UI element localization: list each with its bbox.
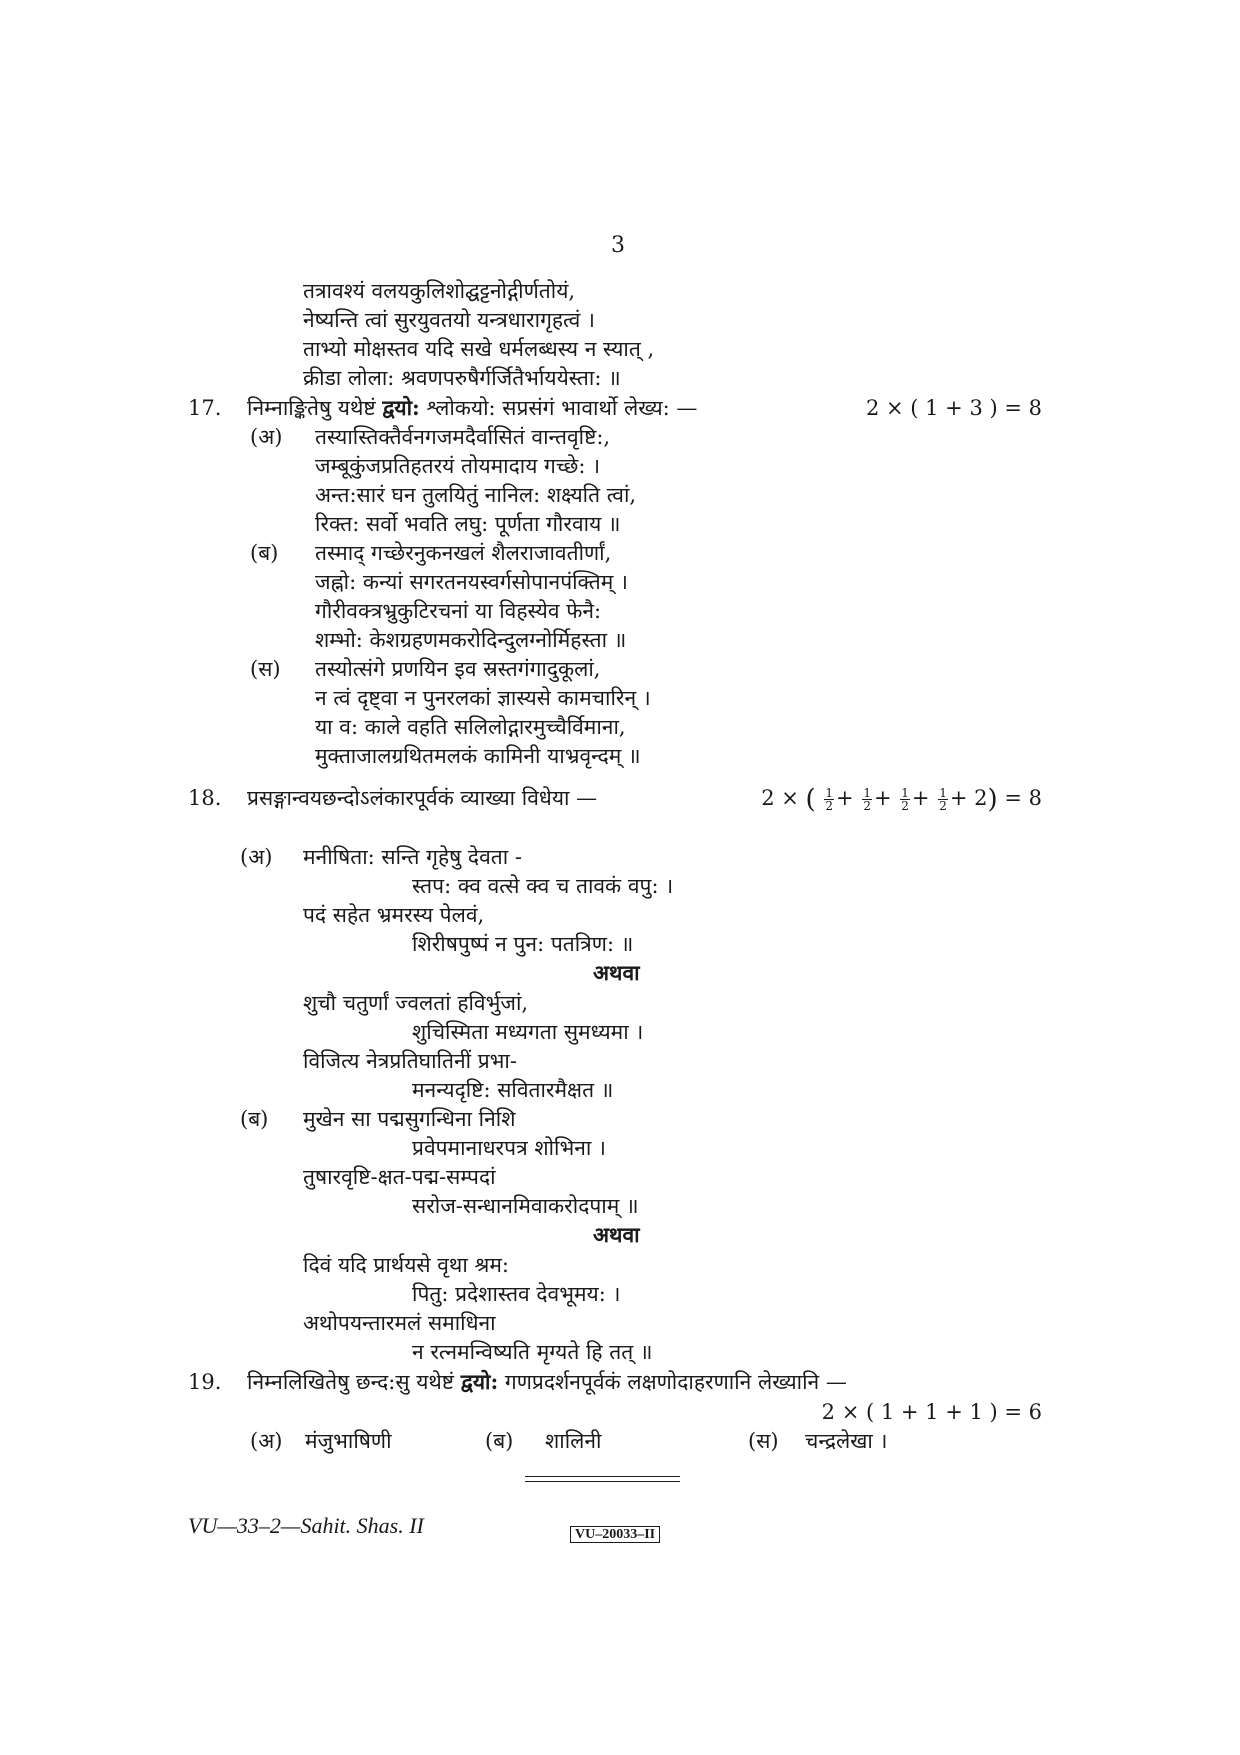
verse-line: न रत्नमन्विष्यति मृग्यते हि तत् ॥ bbox=[412, 1340, 653, 1364]
verse-line: गौरीवक्त्रभ्रुकुटिरचनां या विहस्येव फेनै: bbox=[315, 599, 602, 623]
verse-line: सरोज-सन्धानमिवाकरोदपाम् ॥ bbox=[412, 1194, 639, 1218]
chhanda-name: मंजुभाषिणी bbox=[305, 1429, 392, 1453]
fraction: $\frac{1}{2}$ bbox=[901, 786, 909, 813]
option-label: (ब) bbox=[250, 541, 279, 565]
verse-line: दिवं यदि प्रार्थयसे वृथा श्रम: bbox=[303, 1253, 509, 1277]
verse-line: तुषारवृष्टि-क्षत-पद्म-सम्पदां bbox=[303, 1165, 496, 1189]
page-number: 3 bbox=[611, 233, 625, 258]
option-label: (ब) bbox=[485, 1429, 514, 1453]
chhanda-name: शालिनी bbox=[545, 1429, 602, 1453]
paren: ) bbox=[987, 784, 998, 815]
option-label: (अ) bbox=[250, 1429, 283, 1453]
question-number: 18. bbox=[188, 786, 222, 810]
verse-line: या व: काले वहति सलिलोद्गारमुच्चैर्विमाना, bbox=[315, 715, 626, 739]
verse-line: शुचौ चतुर्णां ज्वलतां हविर्भुजां, bbox=[303, 991, 529, 1015]
footer-code-box bbox=[570, 1517, 660, 1545]
prompt-text: निम्नाङ्कितेषु यथेष्टं bbox=[247, 396, 383, 420]
marks: 2 × ( 1 + 1 + 1 ) = 6 bbox=[821, 1400, 1042, 1424]
verse-line: मनन्यदृष्टि: सवितारमैक्षत ॥ bbox=[412, 1078, 614, 1102]
athava-separator: अथवा bbox=[593, 960, 640, 985]
question-number: 17. bbox=[188, 396, 222, 420]
verse-line: प्रवेपमानाधरपत्र शोभिना । bbox=[412, 1136, 606, 1160]
option-label: (स) bbox=[748, 1429, 779, 1453]
marks-prefix: 2 × bbox=[761, 786, 799, 810]
question-prompt: प्रसङ्गान्वयछन्दोऽलंकारपूर्वकं व्याख्या विधेया — bbox=[247, 786, 598, 810]
prompt-bold: द्वयो: bbox=[382, 395, 420, 420]
option-label: (स) bbox=[250, 657, 281, 681]
fraction: $\frac{1}{2}$ bbox=[939, 786, 947, 813]
marks: 2 × ( $\frac{1}{2}$ + $\frac{1}{2}$ + $\frac{1}{2}$ + $\frac{1}{2}$ + 2) = 8 bbox=[761, 784, 1042, 815]
prompt-bold: द्वयो: bbox=[460, 1369, 499, 1394]
verse-line: पदं सहेत भ्रमरस्य पेलवं, bbox=[303, 903, 485, 927]
chhanda-name: चन्द्रलेखा । bbox=[805, 1429, 888, 1453]
option-label: (अ) bbox=[240, 845, 273, 869]
verse-line: रिक्त: सर्वो भवति लघु: पूर्णता गौरवाय ॥ bbox=[315, 512, 621, 536]
verse-line: तस्योत्संगे प्रणयिन इव स्रस्तगंगादुकूलां, bbox=[315, 657, 601, 681]
verse-line: मनीषिता: सन्ति गृहेषु देवता - bbox=[303, 845, 522, 869]
verse-line: जम्बूकुंजप्रतिहतरयं तोयमादाय गच्छे: । bbox=[315, 454, 601, 478]
marks: 2 × ( 1 + 3 ) = 8 bbox=[865, 396, 1042, 420]
fraction: $\frac{1}{2}$ bbox=[863, 786, 871, 813]
verse-line: न त्वं दृष्ट्वा न पुनरलकां ज्ञास्यसे कामचारिन् । bbox=[315, 686, 651, 710]
paren: ( bbox=[805, 784, 816, 815]
prompt-text: गणप्रदर्शनपूर्वकं लक्षणोदाहरणानि लेख्यानि — bbox=[498, 1370, 847, 1394]
footer-paper-code: VU—33–2—Sahit. Shas. II bbox=[188, 1513, 424, 1538]
question-prompt bbox=[247, 394, 697, 422]
verse-line: अथोपयन्तारमलं समाधिना bbox=[303, 1311, 496, 1335]
verse-line: स्तप: क्व वत्से क्व च तावकं वपु: । bbox=[412, 874, 674, 898]
footer-code: VU–20033–II bbox=[570, 1526, 660, 1543]
verse-line: ताभ्यो मोक्षस्तव यदि सखे धर्मलब्धस्य न स्यात् , bbox=[303, 337, 655, 361]
verse-line: पितु: प्रदेशास्तव देवभूमय: । bbox=[412, 1282, 621, 1306]
athava-separator: अथवा bbox=[593, 1222, 640, 1247]
prompt-text: श्लोकयो: सप्रसंगं भावार्थो लेख्य: — bbox=[419, 396, 698, 420]
verse-line: शम्भो: केशग्रहणमकरोदिन्दुलग्नोर्मिहस्ता ॥ bbox=[315, 628, 627, 652]
verse-line: अन्त:सारं घन तुलयितुं नानिल: शक्ष्यति त्वां, bbox=[315, 483, 637, 507]
verse-line: तस्यास्तिक्तैर्वनगजमदैर्वासितं वान्तवृष्टि:, bbox=[315, 425, 611, 449]
verse-line: जह्नो: कन्यां सगरतनयस्वर्गसोपानपंक्तिम् । bbox=[315, 570, 628, 594]
end-rule bbox=[525, 1476, 680, 1477]
verse-line: मुखेन सा पद्मसुगन्धिना निशि bbox=[303, 1107, 516, 1131]
question-number: 19. bbox=[188, 1370, 222, 1394]
verse-line: क्रीडा लोला: श्रवणपरुषैर्गर्जितैर्भाययेस्ता: ॥ bbox=[303, 366, 621, 390]
verse-line: तत्रावश्यं वलयकुलिशोद्घट्टनोद्गीर्णतोयं, bbox=[303, 279, 576, 303]
fraction: $\frac{1}{2}$ bbox=[825, 786, 834, 813]
prompt-text: निम्नलिखितेषु छन्द:सु यथेष्टं bbox=[247, 1370, 461, 1394]
verse-line: विजित्य नेत्रप्रतिघातिनीं प्रभा- bbox=[303, 1049, 517, 1073]
marks-result: = 8 bbox=[1004, 786, 1042, 810]
question-prompt bbox=[247, 1368, 847, 1396]
option-label: (अ) bbox=[250, 425, 283, 449]
verse-line: शिरीषपुष्पं न पुन: पतत्रिण: ॥ bbox=[412, 932, 634, 956]
verse-line: शुचिस्मिता मध्यगता सुमध्यमा । bbox=[412, 1020, 644, 1044]
end-rule bbox=[525, 1481, 680, 1482]
verse-line: मुक्ताजालग्रथितमलकं कामिनी याभ्रवृन्दम् ॥ bbox=[315, 744, 641, 768]
verse-line: तस्माद् गच्छेरनुकनखलं शैलराजावतीर्णां, bbox=[315, 541, 612, 565]
verse-line: नेष्यन्ति त्वां सुरयुवतयो यन्त्रधारागृहत्वं । bbox=[303, 308, 595, 332]
option-label: (ब) bbox=[240, 1107, 269, 1131]
